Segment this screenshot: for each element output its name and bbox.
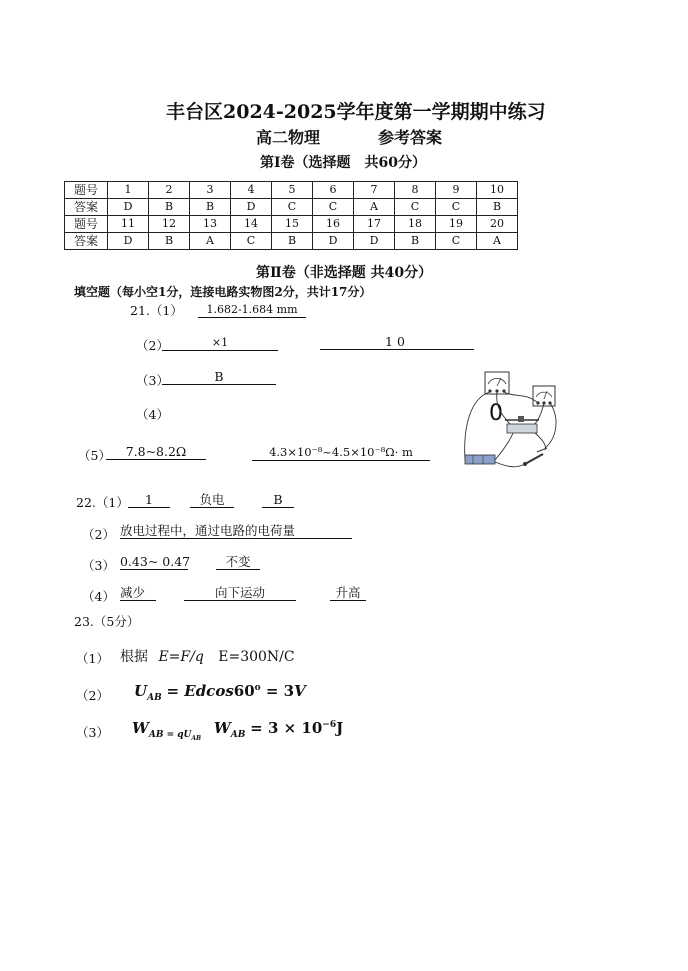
- q22-answer-4c: 升高: [330, 585, 366, 601]
- table-cell: 17: [354, 216, 395, 233]
- table-row: [65, 216, 518, 233]
- table-cell: A: [190, 233, 231, 250]
- q23-result-1: E=300N/C: [218, 649, 295, 665]
- table-cell: D: [313, 233, 354, 250]
- table-cell: 15: [272, 216, 313, 233]
- q21-answer-5b: 4.3×10⁻⁸~4.5×10⁻⁸Ω· m: [252, 445, 430, 461]
- table-cell: 3: [190, 182, 231, 199]
- table-cell: B: [272, 233, 313, 250]
- part2-title: 第Ⅱ卷（非选择题 共40分）: [256, 265, 433, 281]
- q22-answer-3a-wrap: [120, 554, 191, 570]
- table-row: [65, 233, 518, 250]
- table-cell: 13: [190, 216, 231, 233]
- table-cell: 6: [313, 182, 354, 199]
- q21-answer-3-wrap: [162, 369, 276, 385]
- q23-label-3: （3）: [76, 725, 109, 740]
- table-cell: B: [395, 233, 436, 250]
- answer-key-label: 参考答案: [378, 128, 443, 147]
- q22-answer-3a: 0.43~ 0.47: [120, 554, 191, 569]
- table-cell: 答案: [65, 233, 108, 250]
- q22-label-4: （4）: [82, 589, 115, 604]
- voltmeter-icon: [485, 372, 509, 394]
- q22-answer-1a: 1: [128, 492, 170, 508]
- table-cell: 1: [108, 182, 149, 199]
- table-cell: C: [436, 233, 477, 250]
- q21-answer-3: B: [162, 369, 276, 385]
- subject: 高二物理: [256, 128, 321, 147]
- q23-answer-1: [120, 646, 295, 666]
- q22-answer-2: 放电过程中，通过电路的电荷量: [120, 523, 352, 539]
- q21-answer-5a-wrap: [106, 444, 206, 460]
- q22-answer-1a-wrap: [128, 492, 170, 508]
- table-cell: C: [272, 199, 313, 216]
- table-cell: C: [231, 233, 272, 250]
- q23-eq-2: = $Edcos60^o = 3V$: [166, 682, 306, 700]
- fill-heading: 填空题（每小空1分，连接电路实物图2分，共计17分）: [74, 285, 372, 299]
- q22-answer-3b: 不变: [216, 554, 260, 570]
- q21-answer-1: 1.682-1.684 mm: [198, 302, 306, 318]
- table-cell: 11: [108, 216, 149, 233]
- q22-answer-4a: 减少: [120, 585, 156, 601]
- table-cell: 5: [272, 182, 313, 199]
- q23-heading: 23.（5分）: [74, 614, 140, 629]
- q22-answer-4c-wrap: [330, 585, 366, 601]
- table-cell: 7: [354, 182, 395, 199]
- battery-icon: [465, 455, 495, 464]
- table-cell: D: [231, 199, 272, 216]
- switch-icon: [523, 448, 547, 466]
- table-cell: D: [354, 233, 395, 250]
- table-cell: C: [395, 199, 436, 216]
- table-cell: A: [477, 233, 518, 250]
- q22-answer-3b-wrap: [216, 554, 260, 570]
- resistor-icon: [505, 416, 539, 433]
- q21-answer-2b-wrap: [320, 334, 474, 350]
- q22-answer-4b-wrap: [184, 585, 296, 601]
- q21-answer-2a: ×1: [162, 335, 278, 351]
- q22-label-3: （3）: [82, 558, 115, 573]
- table-cell: 8: [395, 182, 436, 199]
- table-cell: 14: [231, 216, 272, 233]
- table-cell: 12: [149, 216, 190, 233]
- q22-answer-4b: 向下运动: [184, 585, 296, 601]
- table-cell: B: [149, 199, 190, 216]
- table-cell: 题号: [65, 182, 108, 199]
- table-cell: D: [108, 199, 149, 216]
- table-cell: 10: [477, 182, 518, 199]
- table-cell: B: [477, 199, 518, 216]
- part1-title: 第Ⅰ卷（选择题 共60分）: [260, 155, 427, 171]
- q22-answer-4a-wrap: [120, 585, 156, 601]
- q21-answer-5a: 7.8~8.2Ω: [106, 444, 206, 460]
- q22-answer-1c: B: [262, 492, 294, 508]
- q22-label-2: （2）: [82, 527, 115, 542]
- q22-answer-2-wrap: [120, 523, 352, 539]
- q21-label-3: （3）: [136, 373, 169, 388]
- q21-label-5: （5）: [78, 448, 111, 463]
- q21-answer-5b-wrap: [252, 444, 430, 461]
- q23-answer-3: [132, 719, 343, 742]
- u-ab-symbol: $U_{AB}$: [134, 682, 162, 703]
- q22-label-1: 22.（1）: [76, 495, 129, 510]
- table-cell: D: [108, 233, 149, 250]
- q23-eq-3: = $3 \times 10^{-6}J$: [250, 719, 344, 737]
- q23-formula-1: E=F/q: [158, 649, 204, 665]
- table-cell: 18: [395, 216, 436, 233]
- table-cell: 20: [477, 216, 518, 233]
- q22-answer-1b-wrap: [190, 492, 234, 508]
- table-cell: 2: [149, 182, 190, 199]
- q21-answer-2b: 10: [320, 334, 474, 350]
- table-row: [65, 199, 518, 216]
- q21-answer-2a-wrap: [162, 334, 278, 351]
- table-cell: 4: [231, 182, 272, 199]
- q22-answer-1b: 负电: [190, 492, 234, 508]
- q21-answer-1-wrap: [198, 301, 306, 318]
- q23-label-2: （2）: [76, 688, 109, 703]
- w-ab-symbol: $W_{AB = qU_{AB}}$: [132, 719, 202, 742]
- q23-label-1: （1）: [76, 651, 109, 666]
- table-cell: 9: [436, 182, 477, 199]
- q23-answer-2: [134, 682, 306, 703]
- table-cell: 16: [313, 216, 354, 233]
- q21-label-2: （2）: [136, 338, 169, 353]
- q21-label-1: 21.（1）: [130, 303, 183, 318]
- circuit-diagram: [455, 368, 573, 472]
- answer-table: [64, 181, 518, 250]
- q22-answer-1c-wrap: [262, 492, 294, 508]
- table-cell: B: [190, 199, 231, 216]
- svg-text:0: 0: [489, 401, 503, 426]
- q21-label-4: （4）: [136, 407, 169, 422]
- doc-title: 丰台区2024-2025学年度第一学期期中练习: [166, 101, 546, 123]
- q23-answer-1-pre: 根据: [120, 649, 148, 665]
- table-cell: C: [436, 199, 477, 216]
- table-cell: C: [313, 199, 354, 216]
- table-cell: B: [149, 233, 190, 250]
- table-cell: 答案: [65, 199, 108, 216]
- table-cell: 题号: [65, 216, 108, 233]
- table-row: [65, 182, 518, 199]
- w-ab-symbol-2: $W_{AB}$: [213, 719, 246, 740]
- table-cell: A: [354, 199, 395, 216]
- table-cell: 19: [436, 216, 477, 233]
